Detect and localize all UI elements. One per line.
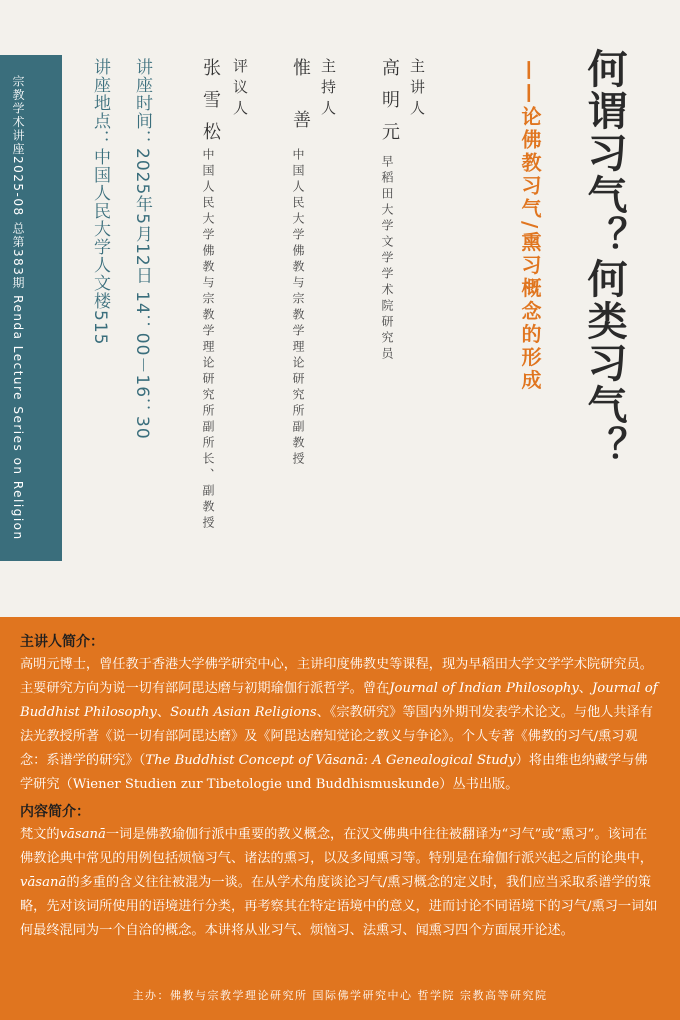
bio-heading: 主讲人简介：	[20, 634, 104, 650]
speaker-role: 主讲人	[408, 58, 426, 121]
lecture-title: 何谓习气？何类习气？	[581, 48, 628, 468]
lecture-place: 讲座地点：中国人民大学人文楼515	[90, 58, 110, 346]
host-name: 惟善	[290, 58, 311, 162]
series-label: 宗教学术讲座2025-08 总第383期 Renda Lecture Series on Religion	[11, 75, 25, 541]
lecture-subtitle: ——论佛教习气/熏习概念的形成	[518, 60, 542, 393]
speaker-name: 高明元	[379, 58, 400, 154]
lecture-time: 讲座时间：2025年5月12日 14：00－16：30	[132, 58, 152, 440]
discussant-affiliation: 中国人民大学佛教与宗教学理论研究所副所长、副教授	[201, 148, 215, 532]
intro-panel	[0, 617, 680, 1020]
speaker-affiliation: 早稻田大学文学学术院研究员	[380, 155, 394, 363]
content-summary: 梵文的vāsanā一词是佛教瑜伽行派中重要的教义概念，在汉文佛典中往往被翻译为“习气”或“熏习”。该词在佛教论典中常见的用例包括烦恼习气、诸法的熏习，以及多闻熏习等。特别是在瑜伽行派兴起之后的论典中，vāsanā的多重的含义往往被混为一谈。在从学术角度谈论习气/熏习概念的定义时，我们应当采取系谱学的策略，先对该词所使用的语境进行分类，再考察其在特定语境中的意义，进而讨论不同语境下的习气/熏习一词如何最终混同为一个自洽的概念。本讲将从业习气、烦恼习、法熏习、闻熏习四个方面展开论述。	[20, 827, 658, 938]
host-affiliation: 中国人民大学佛教与宗教学理论研究所副教授	[291, 148, 305, 468]
discussant-name: 张雪松	[200, 58, 221, 154]
speaker-bio: 高明元博士，曾任教于香港大学佛学研究中心，主讲印度佛教史等课程，现为早稻田大学文学学术院研究员。主要研究方向为说一切有部阿毘达磨与初期瑜伽行派哲学。曾在Journal of Indian Philosophy、Journal of Buddhist Philosophy、South Asian Religions、《宗教研究》等国内外期刊发表学术论文。与他人共译有法光教授所著《说一切有部阿毘达磨》及《阿毘达磨知觉论之教义与争论》。个人专著《佛教的习气/熏习观念：系谱学的研究》（The Buddhist Concept of Vāsanā: A Genealogical Study）将由维也纳藏学与佛学研究（Wiener Studien zur Tibetologie und Buddhismuskunde）丛书出版。	[20, 657, 658, 792]
discussant-role: 评议人	[231, 58, 249, 121]
content-heading: 内容简介：	[20, 804, 90, 820]
host-role: 主持人	[319, 58, 337, 121]
series-band	[0, 55, 62, 561]
organizers: 主办：佛教与宗教学理论研究所 国际佛学研究中心 哲学院 宗教高等研究院	[132, 989, 548, 1002]
